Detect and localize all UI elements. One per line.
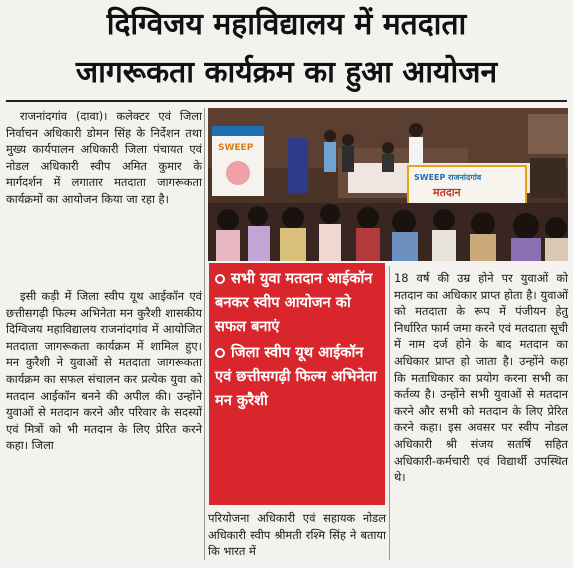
headline-rule xyxy=(6,100,567,102)
article-paragraph-1: राजनांदगांव (दावा)। कलेक्टर एवं जिला निर्वाचन अधिकारी डोमन सिंह के निर्देशन तथा मुख्य कार्यपालन अधिकारी जिला पंचायत एवं नोडल अधिकारी स्वीप अमित कुमार के मार्गदर्शन में लगातार मतदाता जागरूकता कार्यक्रमों का आयोजन किया जा रहा है। xyxy=(6,109,202,206)
highlight-item-1-text: सभी युवा मतदान आईकॉन बनकर स्वीप आयोजन को सफल बनाएं xyxy=(215,270,373,335)
photo-banner-right-title: SWEEP राजनांदगांव xyxy=(414,173,482,182)
bullet-circle-icon xyxy=(215,348,225,358)
bullet-circle-icon xyxy=(215,274,225,284)
event-photo xyxy=(208,108,568,261)
highlight-item-2 xyxy=(215,341,379,413)
photo-banner-left-text: SWEEP xyxy=(218,143,254,153)
article-column-1-top xyxy=(6,108,202,208)
article-column-3 xyxy=(394,270,568,486)
article-paragraph-3: परियोजना अधिकारी एवं सहायक नोडल अधिकारी स्वीप श्रीमती रश्मि सिंह ने बताया कि भारत में xyxy=(208,511,386,559)
article-paragraph-4: 18 वर्ष की उम्र होने पर युवाओं को मतदान का अधिकार प्राप्त होता है। युवाओं को मतदाता के रूप में पंजीयन हेतु निर्धारित फार्म जमा करने एवं मतदाता सूची में नाम दर्ज होने के बाद मतदान का अधिकार प्राप्त हो जाता है। उन्होंने कहा कि मताधिकार का प्रयोग करना सभी का कर्तव्य है। उन्होंने सभी युवाओं से मतदान करने और सभी को मतदान के लिए प्रेरित करने कहा। इस अवसर पर स्वीप नोडल अधिकारी श्री संजय सतर्षि सहित अधिकारी-कर्मचारी एवं विद्यार्थी उपस्थित थे। xyxy=(394,271,568,485)
article-column-2-bottom xyxy=(208,510,386,560)
headline-line-2: जागरूकता कार्यक्रम का हुआ आयोजन xyxy=(75,55,498,90)
headline-line-1: दिग्विजय महाविद्यालय में मतदाता xyxy=(106,7,467,42)
column-divider-right xyxy=(389,266,390,560)
highlight-item-1 xyxy=(215,267,379,339)
article-paragraph-2: इसी कड़ी में जिला स्वीप यूथ आईकॉन एवं छत्तीसगढ़ी फिल्म अभिनेता मन कुरैशी शासकीय दिग्विजय महाविद्यालय राजनांदगांव में आयोजित मतदाता जागरूकता कार्यक्रम में शामिल हुए। मन कुरैशी ने युवाओं से मतदाता जागरूकता कार्यक्रम का सफल संचालन कर प्रत्येक युवा को मतदान आईकॉन बनने की अपील की। उन्होंने युवाओं से मतदान करने और परिवार के सदस्यों एवं मित्रों को भी मतदान के लिए प्रेरित करने कहा। जिला xyxy=(6,289,202,453)
article-column-1-bottom xyxy=(6,288,202,454)
highlight-box xyxy=(209,263,385,505)
highlight-item-2-text: जिला स्वीप यूथ आईकॉन एवं छत्तीसगढ़ी फिल्म अभिनेता मन कुरैशी xyxy=(215,344,377,409)
photo-banner-right-sub: मतदान xyxy=(433,186,461,199)
column-divider xyxy=(204,108,205,560)
